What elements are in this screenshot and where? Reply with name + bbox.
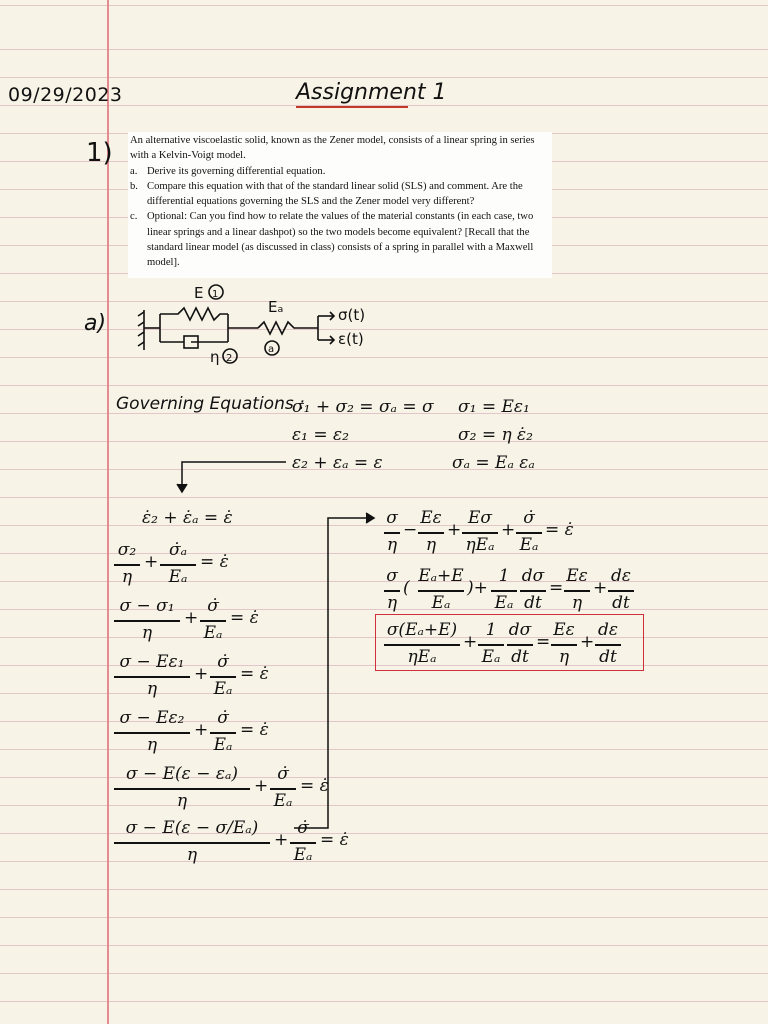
zener-model-diagram (134, 280, 394, 370)
deriv-right-2-op6: = (549, 578, 564, 598)
page-title: Assignment 1 (296, 80, 447, 105)
deriv-left-4-frac1-bar (114, 676, 190, 678)
deriv-right-2-term0-denominator: η (386, 593, 398, 613)
deriv-right-2-term9-denominator: dt (612, 593, 630, 613)
deriv-left-4-frac1-numerator: σ − Eε₁ (119, 652, 185, 672)
deriv-right-1-op7: = ε̇ (545, 520, 574, 540)
deriv-right-1-term2-numerator: Eε (420, 508, 442, 528)
deriv-left-2-frac2-numerator: σ̇ₐ (169, 540, 187, 560)
deriv-left-4-frac2-numerator: σ̇ (217, 652, 229, 672)
deriv-right-1-term4-bar (462, 532, 498, 534)
final-result-box (375, 614, 644, 671)
deriv-left-3-frac2-numerator: σ̇ (207, 596, 219, 616)
deriv-right-2-term2-denominator: Eₐ (431, 593, 451, 613)
eq-stress-balance: σ₁ + σ₂ = σₐ = σ (292, 397, 434, 417)
deriv-left-2-frac1-numerator: σ₂ (117, 540, 137, 560)
deriv-right-2-term0-bar (384, 590, 400, 592)
deriv-right-1-term4-denominator: ηEₐ (465, 535, 495, 555)
deriv-left-3-frac1-numerator: σ − σ₁ (119, 596, 175, 616)
deriv-left-7-frac1-bar (114, 842, 270, 844)
deriv-left-7-frac2-denominator: Eₐ (293, 845, 313, 865)
deriv-left-4-frac2-denominator: Eₐ (213, 679, 233, 699)
deriv-left-4-op: + (194, 664, 209, 684)
deriv-right-1-term6-bar (516, 532, 542, 534)
deriv-right-1-op3: + (447, 520, 462, 540)
deriv-left-2-frac1-denominator: η (121, 567, 133, 587)
date: 09/29/2023 (8, 84, 123, 106)
deriv-left-5-rhs: = ε̇ (240, 720, 269, 740)
deriv-left-6-frac1-bar (114, 788, 250, 790)
deriv-left-4-frac1-denominator: η (146, 679, 158, 699)
deriv-left-7-frac1-denominator: η (186, 845, 198, 865)
spring-1-label: E (194, 284, 204, 302)
deriv-right-3-term0-denominator: ηEₐ (407, 647, 437, 667)
deriv-right-3-term5-denominator: η (558, 647, 570, 667)
deriv-right-2-term9-numerator: dε (610, 566, 631, 586)
part-a-label: a) (84, 311, 107, 336)
eq-spring-a: σₐ = Eₐ εₐ (452, 453, 535, 473)
deriv-left-3-rhs: = ε̇ (230, 608, 259, 628)
problem-item-c: c. Optional: Can you find how to relate the values of the material constants (in each case, two linear springs and a linear dashpot) so the two models become equivalent? [Recall that the standard linear model (as discussed in class) consists of a spring in parallel with a Maxwell model]. (130, 211, 534, 269)
eq-spring-1: σ₁ = Eε₁ (458, 397, 530, 417)
deriv-right-1-term6-numerator: σ̇ (523, 508, 535, 528)
deriv-left-2-rhs: = ε̇ (200, 552, 229, 572)
deriv-right-2-term2-bar (418, 590, 464, 592)
deriv-left-6-rhs: = ε̇ (300, 776, 329, 796)
deriv-right-1-term0-numerator: σ (386, 508, 398, 528)
deriv-right-3-term3-denominator: dt (511, 647, 529, 667)
deriv-right-3-term2-denominator: Eₐ (481, 647, 501, 667)
spring-a-label: Eₐ (268, 298, 284, 316)
deriv-right-2-term7-denominator: η (571, 593, 583, 613)
deriv-right-1-term0-bar (384, 532, 400, 534)
deriv-left-7-frac1-numerator: σ − E(ε − σ/Eₐ) (125, 818, 259, 838)
spring-a-number: a (268, 344, 275, 355)
deriv-left-5-frac1-bar (114, 732, 190, 734)
deriv-right-3-op4: = (536, 632, 551, 652)
deriv-left-6-frac1-numerator: σ − E(ε − εₐ) (125, 764, 238, 784)
deriv-left-7-frac2-bar (290, 842, 316, 844)
deriv-left-6-op: + (254, 776, 269, 796)
deriv-left-3-frac1-bar (114, 620, 180, 622)
spring-1 (160, 308, 228, 320)
deriv-left-6-frac2-bar (270, 788, 296, 790)
deriv-right-1-op1: − (403, 520, 418, 540)
title-underline (296, 106, 408, 108)
deriv-right-2-term7-numerator: Eε (566, 566, 588, 586)
deriv-left-5-frac1-numerator: σ − Eε₂ (119, 708, 185, 728)
deriv-left-6-frac2-numerator: σ̇ (277, 764, 289, 784)
deriv-right-2-op3: )+ (467, 578, 488, 598)
deriv-right-3-term2-numerator: 1 (485, 620, 497, 640)
deriv-right-2-term4-bar (491, 590, 517, 592)
deriv-right-1-term4-numerator: Eσ (467, 508, 492, 528)
deriv-right-2-term2-numerator: Eₐ+E (418, 566, 464, 586)
deriv-left-7-frac2-numerator: σ̇ (297, 818, 309, 838)
deriv-left-5-frac2-bar (210, 732, 236, 734)
deriv-right-2-op1: ( (403, 578, 410, 598)
problem-item-a: a. Derive its governing differential equation. (130, 165, 326, 177)
deriv-right-3-term0-numerator: σ(Eₐ+E) (386, 620, 458, 640)
eq-dashpot: σ₂ = η ε̇₂ (458, 425, 533, 445)
strain-label: ε(t) (338, 330, 364, 348)
deriv-right-2-term7-bar (564, 590, 590, 592)
spring-a (258, 322, 318, 334)
dashpot-number: 2 (226, 353, 233, 364)
deriv-right-3-op1: + (463, 632, 478, 652)
eq-strain-sum: ε₂ + εₐ = ε (292, 453, 383, 473)
problem-number: 1) (86, 138, 113, 168)
stress-label: σ(t) (338, 306, 366, 324)
deriv-right-2-term5-bar (520, 590, 546, 592)
deriv-left-2-frac2-denominator: Eₐ (168, 567, 188, 587)
deriv-left-5-op: + (194, 720, 209, 740)
deriv-right-2-op8: + (593, 578, 608, 598)
deriv-right-3-term3-numerator: dσ (508, 620, 532, 640)
deriv-right-2-term5-denominator: dt (524, 593, 542, 613)
deriv-left-3-frac2-denominator: Eₐ (203, 623, 223, 643)
deriv-left-2-op: + (144, 552, 159, 572)
deriv-left-5-frac2-denominator: Eₐ (213, 735, 233, 755)
deriv-left-3-op: + (184, 608, 199, 628)
deriv-left-2-frac1-bar (114, 564, 140, 566)
deriv-left-6-frac2-denominator: Eₐ (273, 791, 293, 811)
governing-equations-label: Governing Equations : (116, 394, 305, 414)
deriv-right-3-term7-numerator: dε (597, 620, 618, 640)
deriv-left-4-frac2-bar (210, 676, 236, 678)
spring-1-number: 1 (212, 289, 219, 300)
deriv-left-2-frac2-bar (160, 564, 196, 566)
deriv-right-2-term9-bar (608, 590, 634, 592)
deriv-left-5-frac1-denominator: η (146, 735, 158, 755)
deriv-left-3-frac1-denominator: η (141, 623, 153, 643)
deriv-right-2-term0-numerator: σ (386, 566, 398, 586)
deriv-left-7-op: + (274, 830, 289, 850)
deriv-left-3-frac2-bar (200, 620, 226, 622)
arrow-to-derivation (176, 456, 296, 496)
deriv-left-5-frac2-numerator: σ̇ (217, 708, 229, 728)
deriv-right-2-term5-numerator: dσ (521, 566, 545, 586)
deriv-right-2-term4-denominator: Eₐ (494, 593, 514, 613)
deriv-right-3-op6: + (580, 632, 595, 652)
deriv-right-1-op5: + (501, 520, 516, 540)
deriv-right-1-term6-denominator: Eₐ (519, 535, 539, 555)
problem-item-b: b. Compare this equation with that of the standard linear solid (SLS) and comment. Are the differential equations governing the SLS and the Zener model very different? (130, 180, 523, 208)
deriv-right-3-term7-denominator: dt (599, 647, 617, 667)
problem-intro: An alternative viscoelastic solid, known as the Zener model, consists of a linear spring in series with a Kelvin-Voigt model. (130, 135, 535, 162)
problem-statement (128, 132, 552, 278)
deriv-left-7-rhs: = ε̇ (320, 830, 349, 850)
eq-strain-equal: ε₁ = ε₂ (292, 425, 349, 445)
deriv-left-4-rhs: = ε̇ (240, 664, 269, 684)
deriv-right-3-term5-numerator: Eε (553, 620, 575, 640)
dashpot-label: η (210, 348, 220, 366)
deriv-left-1: ε̇₂ + ε̇ₐ = ε̇ (142, 508, 233, 528)
deriv-right-2-term4-numerator: 1 (498, 566, 510, 586)
deriv-right-1-term2-bar (418, 532, 444, 534)
deriv-left-6-frac1-denominator: η (176, 791, 188, 811)
deriv-right-1-term2-denominator: η (425, 535, 437, 555)
deriv-right-1-term0-denominator: η (386, 535, 398, 555)
